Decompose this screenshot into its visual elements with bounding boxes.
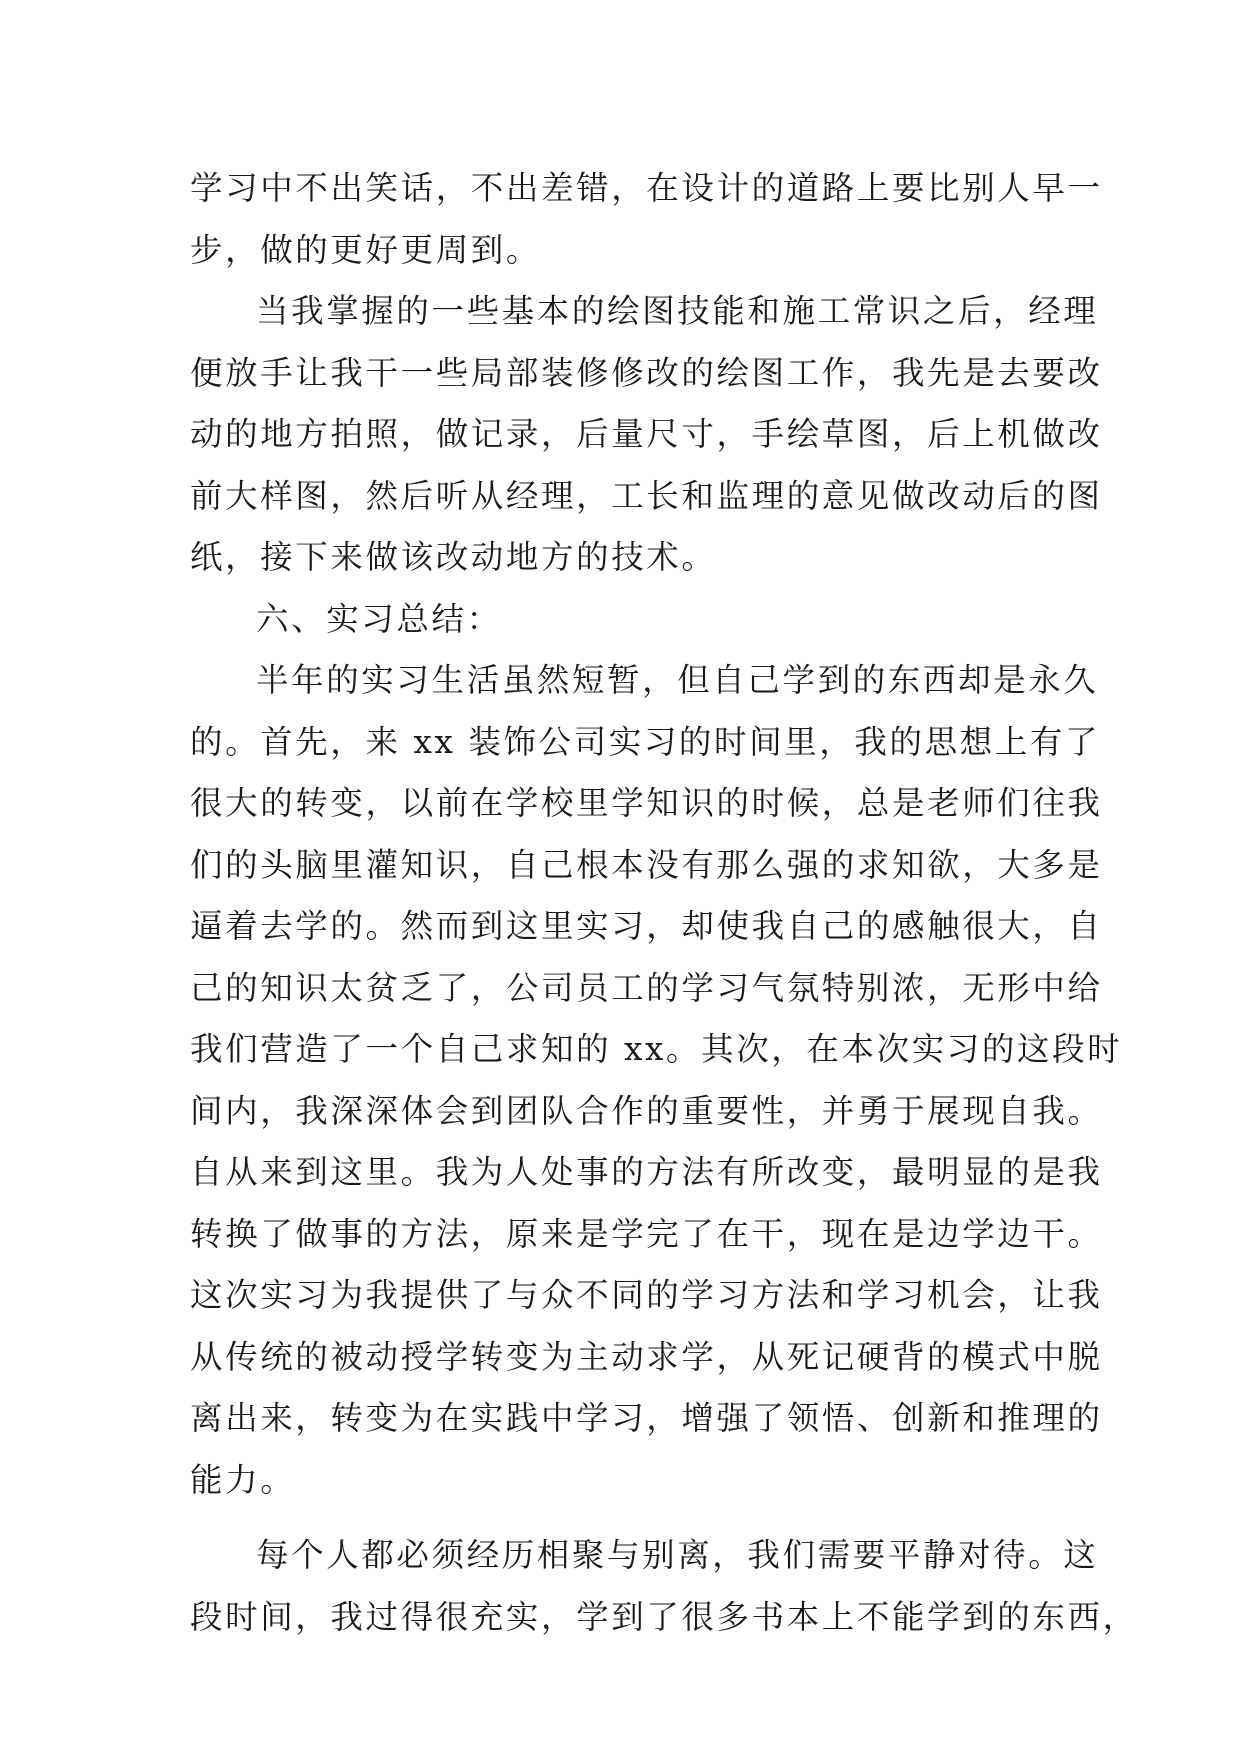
text-line: 前大样图，然后听从经理，工长和监理的意见做改动后的图 xyxy=(190,476,1103,515)
text-line: 便放手让我干一些局部装修修改的绘图工作，我先是去要改 xyxy=(190,353,1103,392)
text-line: 每个人都必须经历相聚与别离，我们需要平静对待。这 xyxy=(256,1536,1099,1574)
section-heading: 六、实习总结： xyxy=(256,599,502,638)
text-line: 间内，我深深体会到团队合作的重要性，并勇于展现自我。 xyxy=(190,1091,1103,1130)
text-line: 们的头脑里灌知识，自己根本没有那么强的求知欲，大多是 xyxy=(190,845,1103,884)
text-line: 动的地方拍照，做记录，后量尺寸，手绘草图，后上机做改 xyxy=(190,415,1103,453)
text-line: 半年的实习生活虽然短暂，但自己学到的东西却是永久 xyxy=(256,661,1099,699)
text-line: 步，做的更好更周到。 xyxy=(190,230,542,269)
text-line: 能力。 xyxy=(190,1460,296,1499)
text-line: 学习中不出笑话，不出差错，在设计的道路上要比别人早一 xyxy=(190,169,1103,207)
text-line: 己的知识太贫乏了，公司员工的学习气氛特别浓，无形中给 xyxy=(190,968,1103,1007)
text-line: 从传统的被动授学转变为主动求学，从死记硬背的模式中脱 xyxy=(190,1337,1103,1376)
text-line: 纸，接下来做该改动地方的技术。 xyxy=(190,538,717,576)
text-line: 段时间，我过得很充实，学到了很多书本上不能学到的东西， xyxy=(190,1597,1138,1636)
document-body xyxy=(190,158,1138,1648)
text-line: 当我掌握的一些基本的绘图技能和施工常识之后，经理 xyxy=(256,292,1099,330)
text-line: 很大的转变，以前在学校里学知识的时候，总是老师们往我 xyxy=(190,784,1103,822)
text-line: 的。首先，来 xx 装饰公司实习的时间里，我的思想上有了 xyxy=(190,722,1101,761)
text-line: 这次实习为我提供了与众不同的学习方法和学习机会，让我 xyxy=(190,1276,1103,1314)
text-line: 我们营造了一个自己求知的 xx。其次，在本次实习的这段时 xyxy=(190,1030,1123,1068)
text-line: 自从来到这里。我为人处事的方法有所改变，最明显的是我 xyxy=(190,1153,1103,1191)
text-line: 离出来，转变为在实践中学习，增强了领悟、创新和推理的 xyxy=(190,1399,1103,1437)
text-line: 转换了做事的方法，原来是学完了在干，现在是边学边干。 xyxy=(190,1214,1103,1253)
text-line: 逼着去学的。然而到这里实习，却使我自己的感触很大，自 xyxy=(190,907,1103,945)
